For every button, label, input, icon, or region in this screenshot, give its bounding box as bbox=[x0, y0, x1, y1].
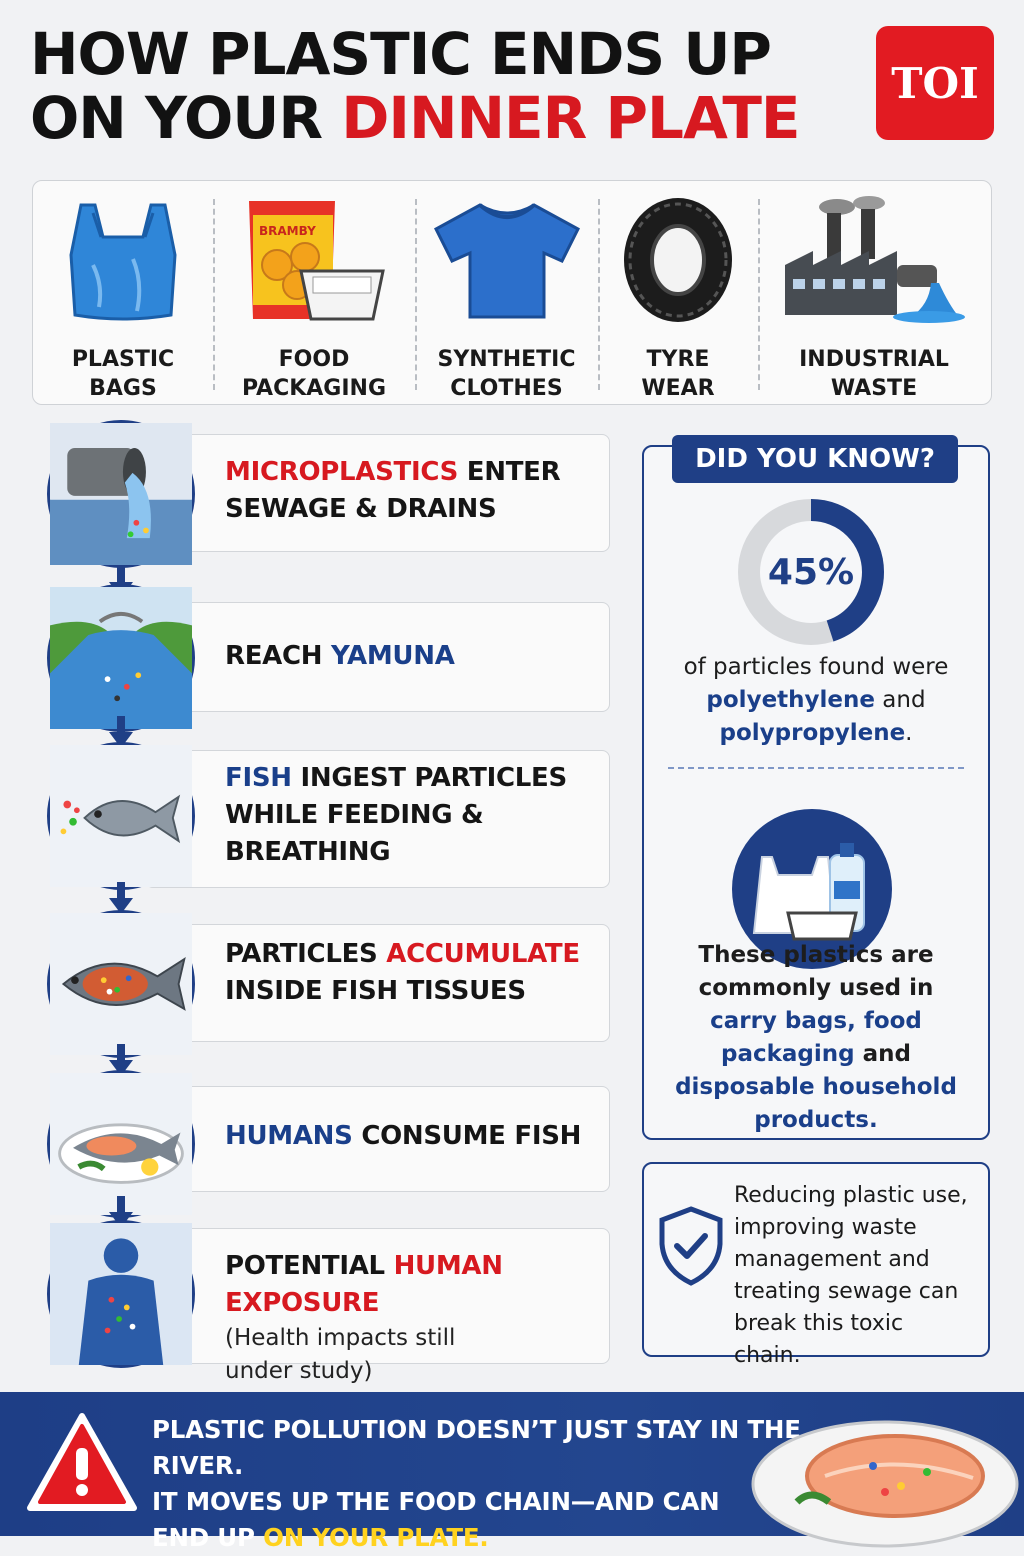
step-subtext: (Health impacts still bbox=[225, 1325, 456, 1351]
source-label-line: PLASTIC bbox=[71, 347, 175, 372]
step-highlight: FISH bbox=[225, 763, 292, 793]
food-packaging-icon bbox=[239, 195, 389, 325]
stat-ring bbox=[736, 497, 886, 647]
plastic-bag-icon bbox=[63, 195, 183, 325]
pack-text: BRAMBY bbox=[259, 224, 316, 238]
banner-text-part: END UP bbox=[152, 1523, 264, 1552]
did-you-know-panel bbox=[642, 445, 990, 1140]
step-line: BREATHING bbox=[225, 837, 391, 867]
page-title bbox=[30, 22, 810, 150]
fish-feeding-icon bbox=[47, 742, 195, 890]
title-line-2 bbox=[30, 86, 810, 150]
usage-highlight: carry bags, food bbox=[710, 1008, 922, 1034]
usage-line: commonly used in bbox=[698, 975, 934, 1001]
step-line: INSIDE FISH TISSUES bbox=[225, 976, 526, 1006]
fish-steak-plate-icon bbox=[745, 1402, 1010, 1536]
source-food-packaging bbox=[213, 181, 415, 404]
dashed-divider bbox=[668, 767, 964, 769]
stat-highlight: polyethylene bbox=[706, 687, 875, 713]
source-label bbox=[242, 345, 386, 403]
usage-line: These plastics are bbox=[698, 942, 934, 968]
solution-line: management and bbox=[734, 1247, 930, 1272]
source-synthetic-clothes bbox=[415, 181, 598, 404]
source-label bbox=[438, 345, 576, 403]
step-line: SEWAGE & DRAINS bbox=[225, 494, 497, 524]
solution-text bbox=[734, 1180, 974, 1372]
plastics-usage-text bbox=[654, 939, 978, 1137]
stat-highlight: polypropylene bbox=[719, 720, 906, 746]
source-label-line: TYRE bbox=[646, 347, 710, 372]
solution-panel bbox=[642, 1162, 990, 1368]
step-text bbox=[225, 454, 600, 528]
step-line bbox=[225, 936, 600, 973]
stat-value: 45% bbox=[767, 551, 855, 593]
banner-highlight: ON YOUR PLATE. bbox=[263, 1523, 489, 1552]
t-shirt-icon bbox=[432, 195, 582, 325]
step-text bbox=[225, 1248, 600, 1388]
usage-line bbox=[654, 1038, 978, 1071]
stat-line bbox=[654, 717, 978, 750]
step-text-part: POTENTIAL bbox=[225, 1251, 394, 1281]
step-highlight: YAMUNA bbox=[331, 641, 455, 671]
usage-highlight: products. bbox=[754, 1107, 878, 1133]
factory-icon bbox=[779, 195, 969, 325]
step-text bbox=[225, 1118, 600, 1155]
fish-tissue-icon bbox=[47, 910, 195, 1058]
source-label bbox=[799, 345, 949, 403]
step-text-part: INGEST PARTICLES bbox=[291, 763, 567, 793]
toi-logo: TOI bbox=[876, 26, 994, 140]
banner-line: PLASTIC POLLUTION DOESN’T JUST STAY IN THE RIVER. bbox=[152, 1415, 801, 1480]
solution-line: improving waste bbox=[734, 1215, 917, 1240]
step-highlight: ACCUMULATE bbox=[386, 939, 580, 969]
step-text-part: ENTER bbox=[458, 457, 561, 487]
step-line: WHILE FEEDING & bbox=[225, 800, 484, 830]
step-line bbox=[225, 1118, 600, 1155]
stat-text-part: . bbox=[905, 720, 913, 746]
solution-line: treating sewage can bbox=[734, 1279, 959, 1304]
usage-highlight: disposable household bbox=[675, 1074, 957, 1100]
banner-message bbox=[152, 1412, 812, 1556]
stat-line bbox=[654, 684, 978, 717]
warning-icon bbox=[26, 1410, 138, 1514]
river-icon bbox=[47, 584, 195, 732]
step-text bbox=[225, 638, 600, 675]
page-header bbox=[30, 22, 810, 150]
source-label-line: WEAR bbox=[641, 376, 715, 401]
source-label-line: PACKAGING bbox=[241, 376, 387, 401]
step-line bbox=[225, 454, 600, 491]
step-text-part: PARTICLES bbox=[225, 939, 387, 969]
step-text-part: REACH bbox=[225, 641, 331, 671]
step-line bbox=[225, 638, 600, 675]
sewage-pipe-icon bbox=[47, 420, 195, 568]
step-text bbox=[225, 760, 600, 871]
human-body-icon bbox=[47, 1220, 195, 1368]
bottom-banner bbox=[0, 1392, 1024, 1552]
step-highlight: HUMANS bbox=[225, 1121, 353, 1151]
tyre-icon bbox=[618, 195, 738, 325]
source-plastic-bags bbox=[33, 181, 213, 404]
source-industrial-waste bbox=[758, 181, 990, 404]
banner-line bbox=[152, 1520, 812, 1556]
step-line bbox=[225, 760, 600, 797]
source-label bbox=[641, 345, 714, 403]
usage-text-part: and bbox=[854, 1041, 911, 1067]
solution-line: break this toxic chain. bbox=[734, 1311, 904, 1368]
step-line bbox=[225, 1248, 600, 1322]
usage-highlight: packaging bbox=[721, 1041, 855, 1067]
stat-text-part: and bbox=[874, 687, 926, 713]
title-highlight: DINNER PLATE bbox=[341, 84, 800, 152]
step-text bbox=[225, 936, 600, 1010]
plastic-sources-panel bbox=[32, 180, 992, 405]
step-text-part: CONSUME FISH bbox=[352, 1121, 582, 1151]
shield-check-icon bbox=[658, 1206, 724, 1286]
step-highlight: MICROPLASTICS bbox=[225, 457, 459, 487]
title-line-1: HOW PLASTIC ENDS UP bbox=[30, 20, 771, 88]
source-label-line: CLOTHES bbox=[450, 376, 563, 401]
title-line-2-part: ON YOUR bbox=[30, 84, 342, 152]
source-tyre-wear bbox=[598, 181, 758, 404]
did-you-know-tag: DID YOU KNOW? bbox=[672, 435, 958, 483]
source-label-line: INDUSTRIAL bbox=[799, 347, 949, 372]
source-label-line: FOOD bbox=[278, 347, 350, 372]
step-highlight: HUMAN EXPOSURE bbox=[225, 1251, 503, 1318]
stat-description bbox=[654, 651, 978, 750]
solution-line: Reducing plastic use, bbox=[734, 1183, 968, 1208]
step-subtext: under study) bbox=[225, 1358, 373, 1384]
banner-line: IT MOVES UP THE FOOD CHAIN—AND CAN bbox=[152, 1487, 720, 1516]
source-label-line: BAGS bbox=[89, 376, 157, 401]
source-label-line: SYNTHETIC bbox=[437, 347, 576, 372]
source-label bbox=[72, 345, 174, 403]
source-label-line: WASTE bbox=[830, 376, 918, 401]
stat-line: of particles found were bbox=[683, 654, 949, 680]
